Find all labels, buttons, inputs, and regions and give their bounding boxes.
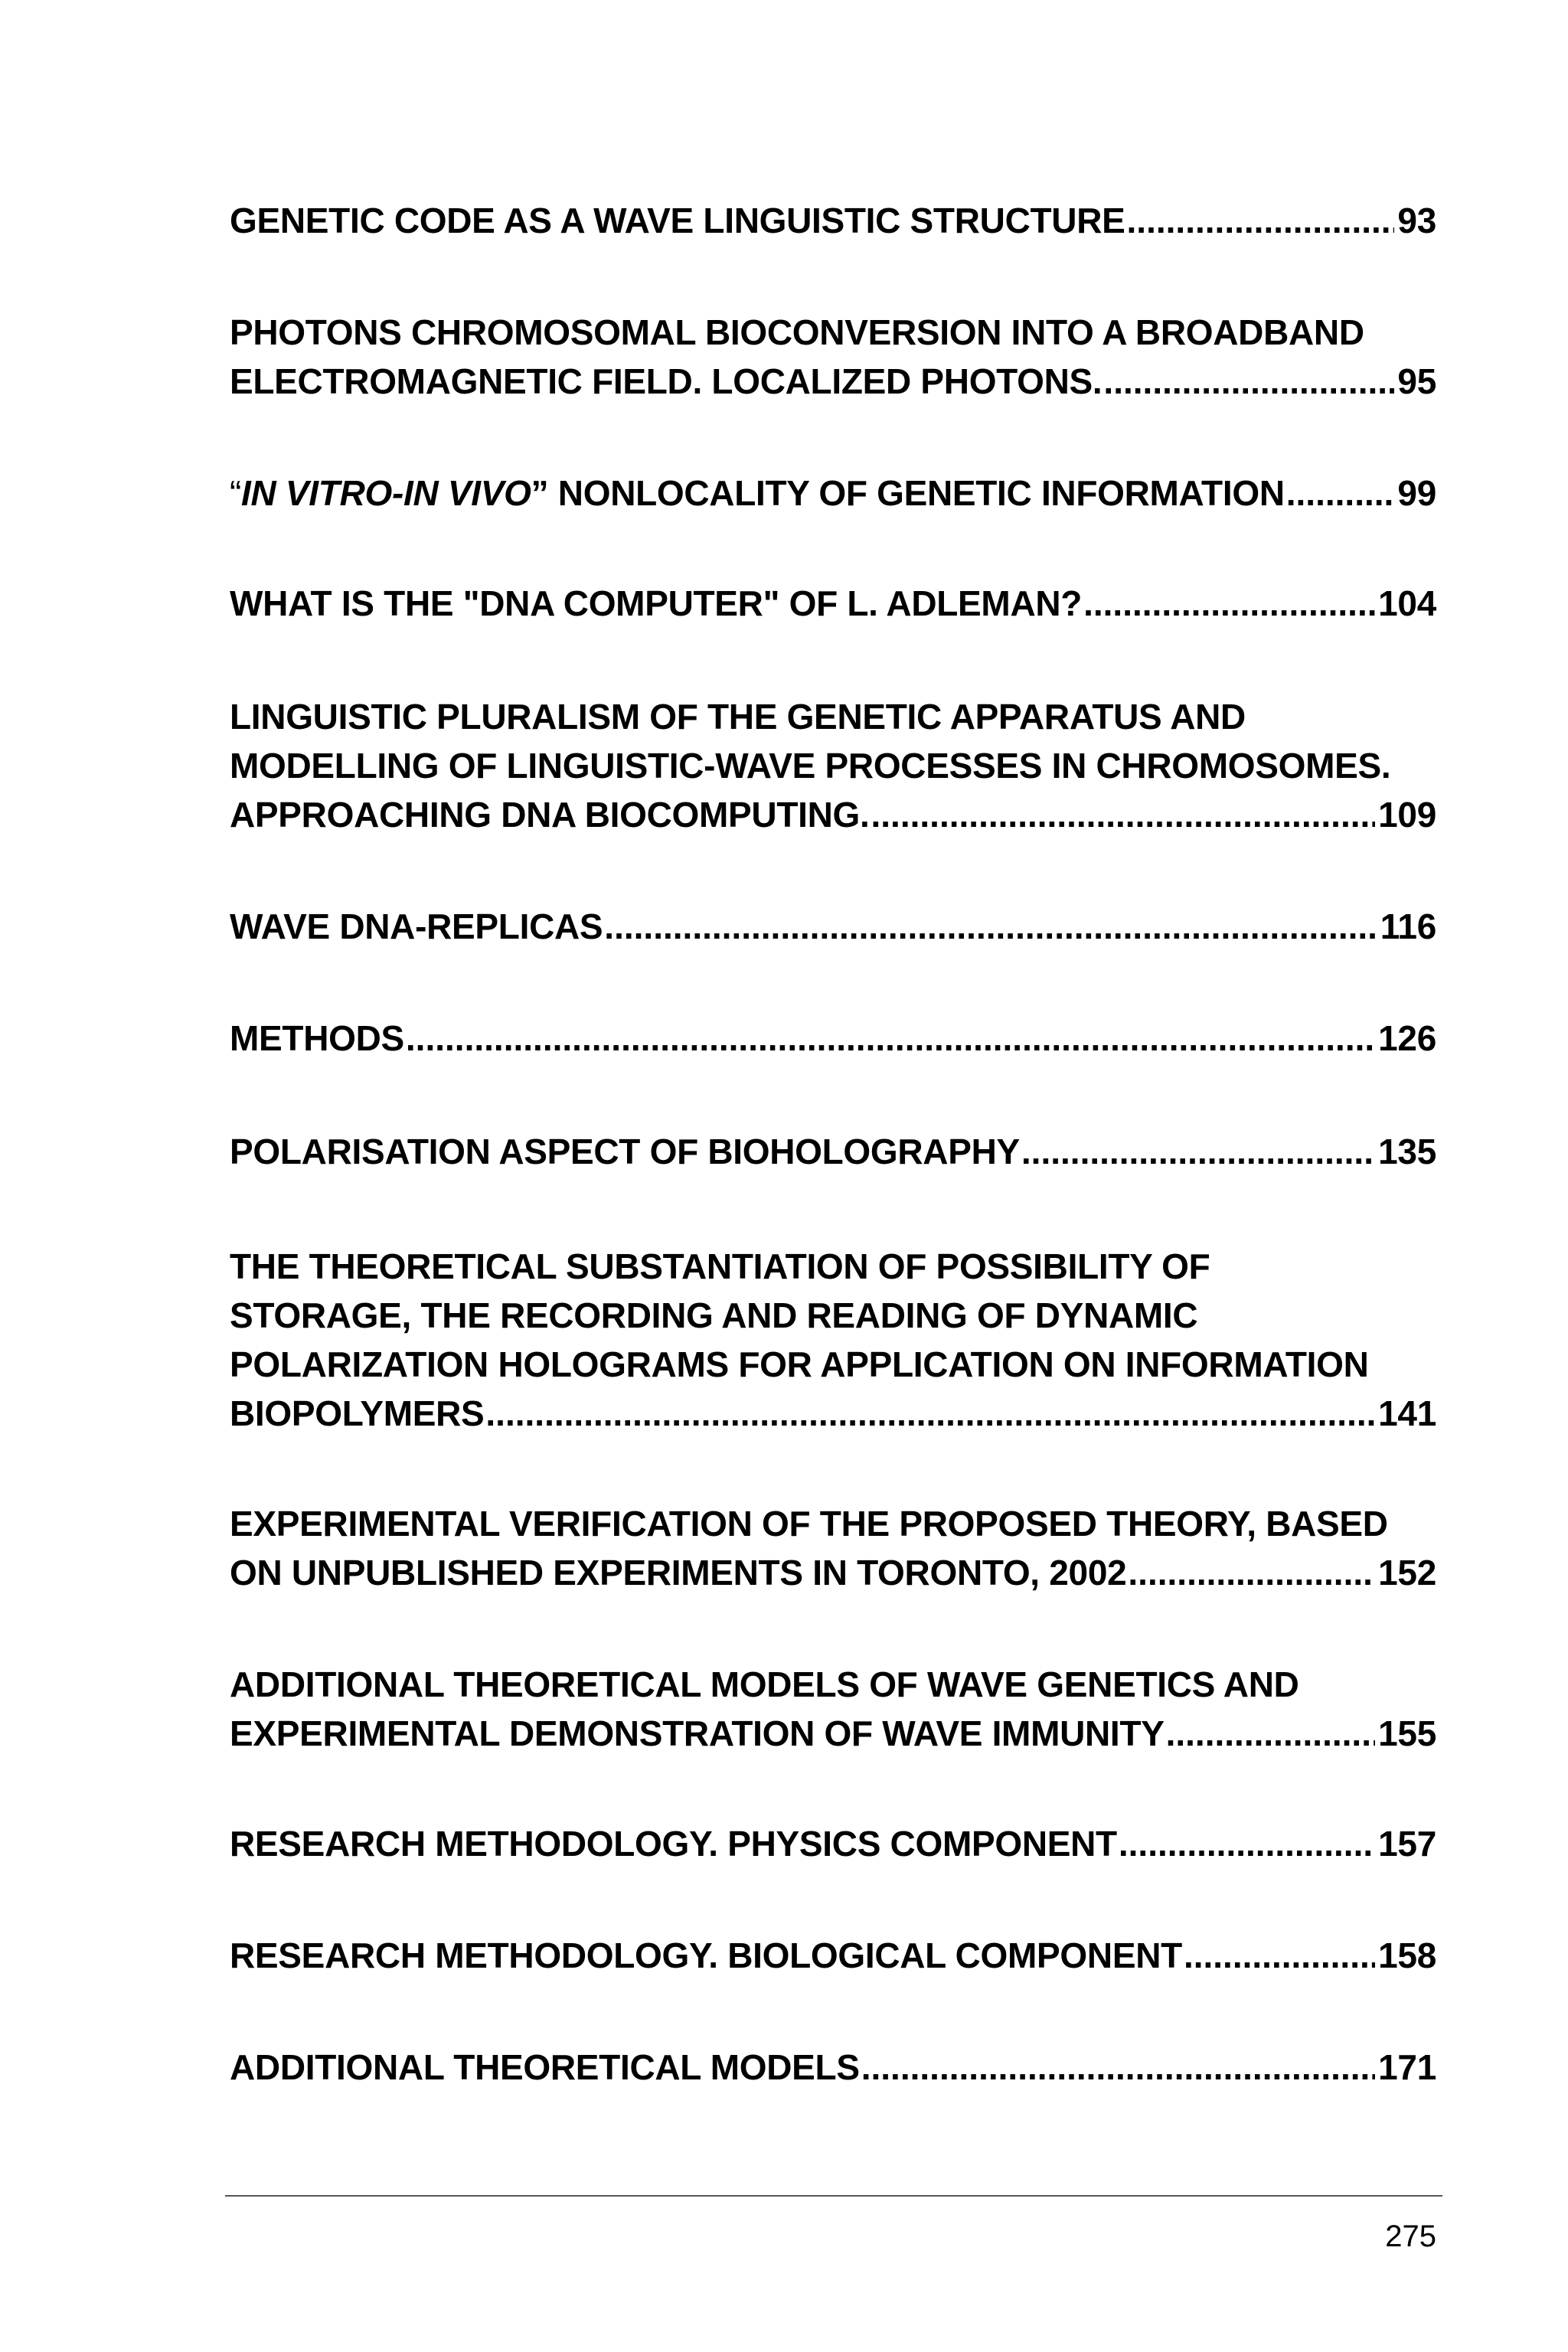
toc-entry-page: 116 (1380, 906, 1436, 946)
toc-entry-page: 158 (1378, 1936, 1436, 1975)
toc-entry-title: ELECTROMAGNETIC FIELD. LOCALIZED PHOTONS. (230, 361, 1102, 401)
toc-entry-last-line (230, 196, 1436, 245)
toc-entry-title-line: MODELLING OF LINGUISTIC-WAVE PROCESSES IN CHROMOSOMES. (230, 746, 1391, 786)
toc-entry[interactable] (230, 1819, 1436, 1868)
toc-entry-page: 135 (1378, 1132, 1436, 1171)
dot-leader (1128, 1548, 1375, 1597)
toc-entry-title-line: ADDITIONAL THEORETICAL MODELS OF WAVE GENETICS AND (230, 1664, 1299, 1704)
toc-entry[interactable] (230, 579, 1436, 628)
toc-entry-title-rest: ” NONLOCALITY OF GENETIC INFORMATION (531, 473, 1285, 513)
toc-entry[interactable] (230, 1660, 1436, 1758)
toc-entry-last-line (230, 357, 1436, 406)
toc-entry-last-line (230, 1548, 1436, 1597)
toc-entry-page: 155 (1378, 1713, 1436, 1753)
toc-entry-title-line: PHOTONS CHROMOSOMAL BIOCONVERSION INTO A BROADBAND (230, 312, 1364, 352)
toc-entry-title: EXPERIMENTAL DEMONSTRATION OF WAVE IMMUNITY (230, 1713, 1165, 1753)
dot-leader (406, 1014, 1375, 1063)
toc-entry[interactable] (230, 1931, 1436, 1980)
toc-entry-page: 95 (1397, 361, 1436, 401)
dot-leader (1021, 1127, 1375, 1176)
toc-entry-title-line: LINGUISTIC PLURALISM OF THE GENETIC APPARATUS AND (230, 697, 1246, 737)
toc-entry[interactable] (230, 902, 1436, 951)
toc-entry-title-line: STORAGE, THE RECORDING AND READING OF DYNAMIC (230, 1295, 1198, 1335)
dot-leader (1119, 1819, 1375, 1868)
toc-entry[interactable] (230, 1499, 1436, 1597)
dot-leader (871, 790, 1376, 839)
dot-leader (604, 902, 1377, 951)
open-quote: “ (230, 473, 242, 513)
toc-entry-page: 171 (1378, 2047, 1436, 2087)
toc-entry-title: ON UNPUBLISHED EXPERIMENTS IN TORONTO, 2002 (230, 1553, 1127, 1592)
toc-entry-page: 104 (1378, 583, 1436, 623)
toc-entry-title: METHODS (230, 1018, 404, 1058)
toc-entry-page: 126 (1378, 1018, 1436, 1058)
toc-entry-title: APPROACHING DNA BIOCOMPUTING. (230, 795, 870, 835)
toc-entry-title: POLARISATION ASPECT OF BIOHOLOGRAPHY (230, 1132, 1020, 1171)
toc-entry-title: BIOPOLYMERS (230, 1393, 485, 1433)
toc-entry[interactable] (230, 469, 1436, 518)
toc-entry-last-line (230, 1819, 1436, 1868)
toc-entry-page: 157 (1378, 1824, 1436, 1864)
toc-entry-title-italic: IN VITRO-IN VIVO (241, 473, 531, 513)
toc-entry[interactable] (230, 308, 1436, 406)
toc-entry-title: WAVE DNA-REPLICAS (230, 906, 603, 946)
toc-entry-last-line (230, 2043, 1436, 2092)
toc-entry-title-line: POLARIZATION HOLOGRAMS FOR APPLICATION ON INFORMATION (230, 1344, 1369, 1384)
dot-leader (485, 1389, 1375, 1438)
dot-leader (861, 2043, 1375, 2092)
toc-entry-title (230, 469, 1285, 518)
toc-entry-last-line (230, 1014, 1436, 1063)
dot-leader (1184, 1931, 1375, 1980)
toc-entry-last-line (230, 469, 1436, 518)
page-number: 275 (1385, 2220, 1436, 2253)
toc-entry-title: GENETIC CODE AS A WAVE LINGUISTIC STRUCTURE (230, 201, 1125, 240)
toc-entry-title-line: EXPERIMENTAL VERIFICATION OF THE PROPOSED THEORY, BASED (230, 1504, 1388, 1544)
toc-entry-last-line (230, 1389, 1436, 1438)
toc-entry-page: 109 (1378, 795, 1436, 835)
toc-entry-last-line (230, 1931, 1436, 1980)
toc-entry[interactable] (230, 2043, 1436, 2092)
toc-entry[interactable] (230, 1014, 1436, 1063)
dot-leader (1083, 579, 1375, 628)
toc-entry[interactable] (230, 1242, 1436, 1438)
toc-entry[interactable] (230, 196, 1436, 245)
toc-entry-page: 141 (1378, 1393, 1436, 1433)
dot-leader (1286, 469, 1395, 518)
toc-entry-title: RESEARCH METHODOLOGY. BIOLOGICAL COMPONENT (230, 1936, 1182, 1975)
toc-entry-title: ADDITIONAL THEORETICAL MODELS (230, 2047, 860, 2087)
toc-entry-title: RESEARCH METHODOLOGY. PHYSICS COMPONENT (230, 1824, 1117, 1864)
toc-entry-last-line (230, 1709, 1436, 1758)
toc-entry-last-line (230, 1127, 1436, 1176)
toc-entry[interactable] (230, 692, 1436, 839)
toc-entry-last-line (230, 790, 1436, 839)
dot-leader (1127, 196, 1395, 245)
toc-entry-page: 99 (1397, 473, 1436, 513)
footer-rule (225, 2195, 1442, 2197)
toc-entry-page: 93 (1397, 201, 1436, 240)
dot-leader (1103, 357, 1394, 406)
dot-leader (1166, 1709, 1376, 1758)
toc-entry-title: WHAT IS THE "DNA COMPUTER" OF L. ADLEMAN? (230, 583, 1083, 623)
toc-entry-last-line (230, 579, 1436, 628)
toc-entry-title-line: THE THEORETICAL SUBSTANTIATION OF POSSIBILITY OF (230, 1246, 1210, 1286)
toc-entry[interactable] (230, 1127, 1436, 1176)
toc-entry-page: 152 (1378, 1553, 1436, 1592)
toc-entry-last-line (230, 902, 1436, 951)
